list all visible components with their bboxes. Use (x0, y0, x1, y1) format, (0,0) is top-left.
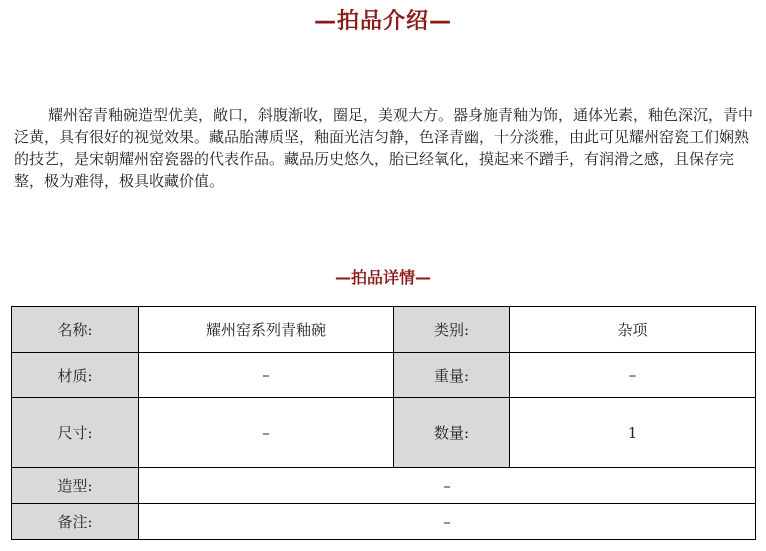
table-row (12, 398, 756, 468)
category-label: 类别: (394, 307, 510, 353)
section-title: —拍品介绍— (313, 9, 452, 34)
size-value: – (139, 398, 394, 468)
size-label: 尺寸: (12, 398, 139, 468)
quantity-label: 数量: (394, 398, 510, 468)
category-value: 杂项 (510, 307, 756, 353)
weight-label: 重量: (394, 353, 510, 398)
details-table (11, 306, 756, 540)
material-value: – (139, 353, 394, 398)
table-row (12, 353, 756, 398)
name-value: 耀州窑系列青釉碗 (139, 307, 394, 353)
table-row (12, 504, 756, 540)
table-row (12, 307, 756, 353)
details-title: —拍品详情— (334, 268, 431, 287)
notes-value: – (139, 504, 756, 540)
quantity-value: 1 (510, 398, 756, 468)
shape-value: – (139, 468, 756, 504)
notes-label: 备注: (12, 504, 139, 540)
weight-value: – (510, 353, 756, 398)
shape-label: 造型: (12, 468, 139, 504)
material-label: 材质: (12, 353, 139, 398)
name-label: 名称: (12, 307, 139, 353)
item-description: 耀州窑青釉碗造型优美，敞口，斜腹渐收，圈足，美观大方。器身施青釉为饰，通体光素，釉色深沉，青中泛黄，具有很好的视觉效果。藏品胎薄质坚，釉面光洁匀静，色泽青幽，十分淡雅，由此可见耀州窑瓷工们娴熟的技艺，是宋朝耀州窑瓷器的代表作品。藏品历史悠久，胎已经氧化，摸起来不蹭手，有润滑之感，且保存完整，极为难得，极具收藏价值。 (14, 106, 754, 190)
table-row (12, 468, 756, 504)
